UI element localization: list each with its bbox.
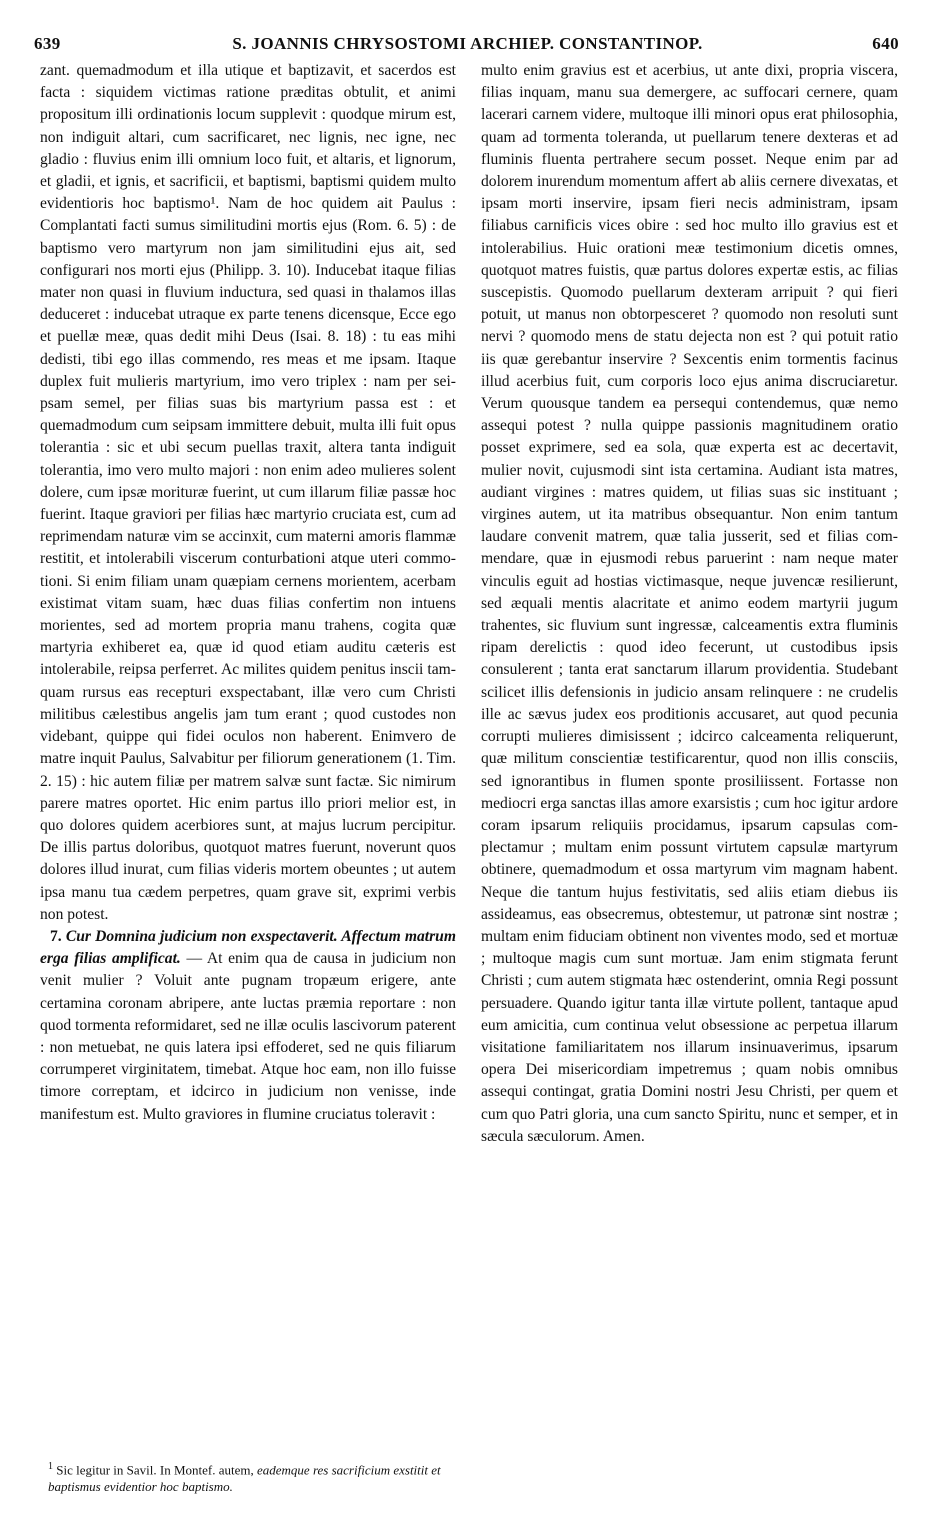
page-number-left: 639: [34, 34, 61, 53]
right-column: [481, 60, 898, 1148]
running-header: [30, 24, 905, 64]
footnote-italic-text: eademque res sacrificium exstitit et baptismus evidentior hoc baptismo.: [48, 1462, 441, 1495]
footnote: [48, 1458, 458, 1495]
running-title: S. JOANNIS CHRYSOSTOMI ARCHIEP. CONSTANTINOP.: [232, 34, 703, 53]
left-column: [40, 60, 456, 1126]
left-paragraph-1: zant. quemadmodum et illa utique et baptizavit, et sacerdos est facta : siquidem victimas ratione præditas obtulit, et animi propositum illi ordinationis locum supplevit : quodque mirum est, non indiguit altari, cum sacrificaret, nec lignis, nec igne, nec gladio : fluvius enim illi omnium loco fuit, et altaris, et lignorum, et gladii, et ignis, et sacrificii, et baptismi, baptismi quidem multo evidentioris hoc baptismo¹. Nam de hoc quidem ait Paulus : Complantati facti sumus similitudini mortis ejus (Rom. 6. 5) : de baptismo vero martyrum non jam similitudini ejus ait, sed configurari nos morti ejus (Philipp. 3. 10). Inducebat itaque filias mater non quasi in fluvium inductura, sed quasi in thalamos illas deduceret : inducebat utraque ex parte tenens dicensque, Ecce ego et puellæ meæ, quas dedit mihi Deus (Isai. 8. 18) : tu eas mihi dedisti, tibi ego illas commendo, res meas et me ipsam. Itaque duplex fuit mulieris martyrium, imo vero triplex : nam per seipsam semel, per filias suas bis martyrium passa est : et quemadmodum cum seipsam immittere debuit, multa illi fuit opus tolerantia : sic et ubi secum puellas traxit, altera tanta indiguit tolerantia, imo vero multo majori : non enim adeo mulieres solent dolere, cum ipsæ morituræ fuerint, ut cum illarum filiæ passæ hoc fuerint. Itaque graviori per filias hæc martyrio cruciata est, cum ad reprimendam naturæ vim se accinxit, cum materni amoris flammæ restitit, et intolerabili viscerum conturbationi atque uteri commotioni. Si enim filiam unam quæpiam cernens morientem, acerbam existimat vitam suam, hæc duas filias confertim non intuens morientes, sed ad mortem propria manu trahens, cogita quæ martyria exhiberet ea, quæ id quod etiam auditu cæteris est intolerabile, reipsa perferret. Ac milites quidem penitus inscii tamquam rursus eas recepturi exspectabant, illæ vero cum Christi militibus cælestibus angelis jam tum erant ; quod custodes non videbant, quippe qui fidei oculos non haberent. Enimvero de matre inquit Paulus, Salvabitur per filiorum generationem (1. Tim. 2. 15) : hic autem filiæ per matrem salvæ sunt factæ. Sic nimirum parere matres oportet. Hic enim partus illo priori melior est, in quo dolores quidem acerbiores sunt, at majus lucrum percipitur. De illis partus doloribus, quotquot matres fuerunt, noverunt quos dolores illud inurat, cum filias videris mortem obeuntes ; ut autem ipsa manu tua cædem perpetres, quam grave sit, exprimi verbis non potest.: [40, 62, 456, 923]
section-7-text: — At enim qua de causa in judicium non venit mulier ? Voluit ante pugnam tropæum erigere, ante certamina coronam abripere, ante luctas præmia reportare : non quod tormenta reformidaret, sed ne illæ oculis lascivorum paterent : non metuebat, ne quis latera ipsi effoderet, sed ne quis filiarum corrumperet virginitatem, timebat. Atque hoc eam, non illo fuisse timore correptam, et idcirco in judicium non venisse, inde manifestum est. Multo graviores in flumine cruciatus toleravit :: [40, 950, 456, 1123]
footnote-text: Sic legitur in Savil. In Montef. autem,: [56, 1462, 254, 1478]
footnote-marker: 1: [48, 1461, 53, 1472]
page-number-right: 640: [872, 34, 899, 53]
section-number: 7.: [50, 927, 62, 945]
section-heading: Cur Domnina judicium non exspectaverit. Affectum matrum erga filias amplificat.: [40, 927, 456, 968]
right-paragraph-1: multo enim gravius est et acerbius, ut ante dixi, propria viscera, filias inquam, manu sua demergere, ac suffocari cernere, quam lacerari carnem videre, multoque illi minori opus erat philosophia, quam ad tormenta toleranda, ut puellarum tenere dexteras et ad fluminis fluenta pertrahere secum posset. Neque enim par ad dolorem inurendum momentum affert ab aliis cernere divexatas, et ipsam morti inservire, ipsam fieri necis administram, ipsam filiabus carnificis vices obire : sed hoc multo illo gravius est et intolerabilius. Huic orationi meæ testimonium dicetis omnes, quotquot matres fuistis, quæ partus dolores expertæ estis, ac filias suscepistis. Quomodo puellarum dexteram arripuit ? qui fieri potuit, ut manus non obtorpesceret ? quomodo non resoluti sunt nervi ? quomodo mens de statu dejecta non est ? qui potuit ratio iis quæ gerebantur inservire ? Sexcentis enim tormentis facinus illud acerbius fuit, cum corporis loco ejus anima discruciaretur. Verum quousque tandem ea persequi contendemus, quæ nemo assequi potest ? nulla quippe passionis magnitudinem oratio posset exprimere, sed ea sola, quæ experta est ac decertavit, mulier novit, cujusmodi sint ista certamina. Audiant ista matres, audiant virgines : matres quidem, ut filias suas sic instituant ; virgines autem, ut ita matribus obsequantur. Non enim tantum laudare convenit matrem, quæ talia jusserit, sed et filias commendare, quæ in ejusmodi rebus paruerint : nam neque mater vinculis eguit ad hostias victimasque, neque juvencæ resilierunt, sed æquali mentis alacritate et animo eodem martyrii jugum trahentes, sic fluvium sunt ingressæ, calceamentis extra fluminis ripam derelictis : quod ideo fecerunt, ut custodibus ipsis consulerent ; tanta erat sanctarum illarum providentia. Studebant scilicet illis defensionis in judicio ansam relinquere : ne crudelis ille ac sævus judex eos proditionis accusaret, aut quod pecunia corrupti mulieres dimisissent ; idcirco calceamenta reliquerunt, quæ militum conscientiæ testificarentur, quod non illis consciis, sed ignorantibus in flumen sponte prosiliissent. Fortasse non mediocri erga sanctas illas amore exarsistis ; cum hoc igitur ardore coram ipsarum reliquiis procidamus, ipsarum capsulas complectamur ; multam enim possunt virtutem capsulæ martyrum obtinere, quemadmodum et ossa martyrum vim magnam habent. Neque die tantum hujus festivitatis, sed aliis etiam diebus iis assideamus, eas obsecremus, obtestemur, ut patronæ sint nostræ ; multam enim fiduciam obtinent non viventes modo, sed et mortuæ ; multoque magis cum sunt mortuæ. Jam enim stigmata ferunt Christi ; cum autem stigmata hæc ostenderint, omnia Regi possunt persuadere. Quando igitur tanta illæ virtute pollent, tantaque apud eum amicitia, cum continua velut obsessione ac perpetua illarum visitatione familiaritatem nos illarum insinuaverimus, ipsarum opera Dei misericordiam impetremus ; quam nobis omnibus assequi contingat, gratia Domini nostri Jesu Christi, per quem et cum quo Patri gloria, una cum sancto Spiritu, nunc et semper, et in sæcula sæculorum. Amen.: [481, 62, 898, 1145]
section-7-paragraph: [40, 926, 456, 1126]
